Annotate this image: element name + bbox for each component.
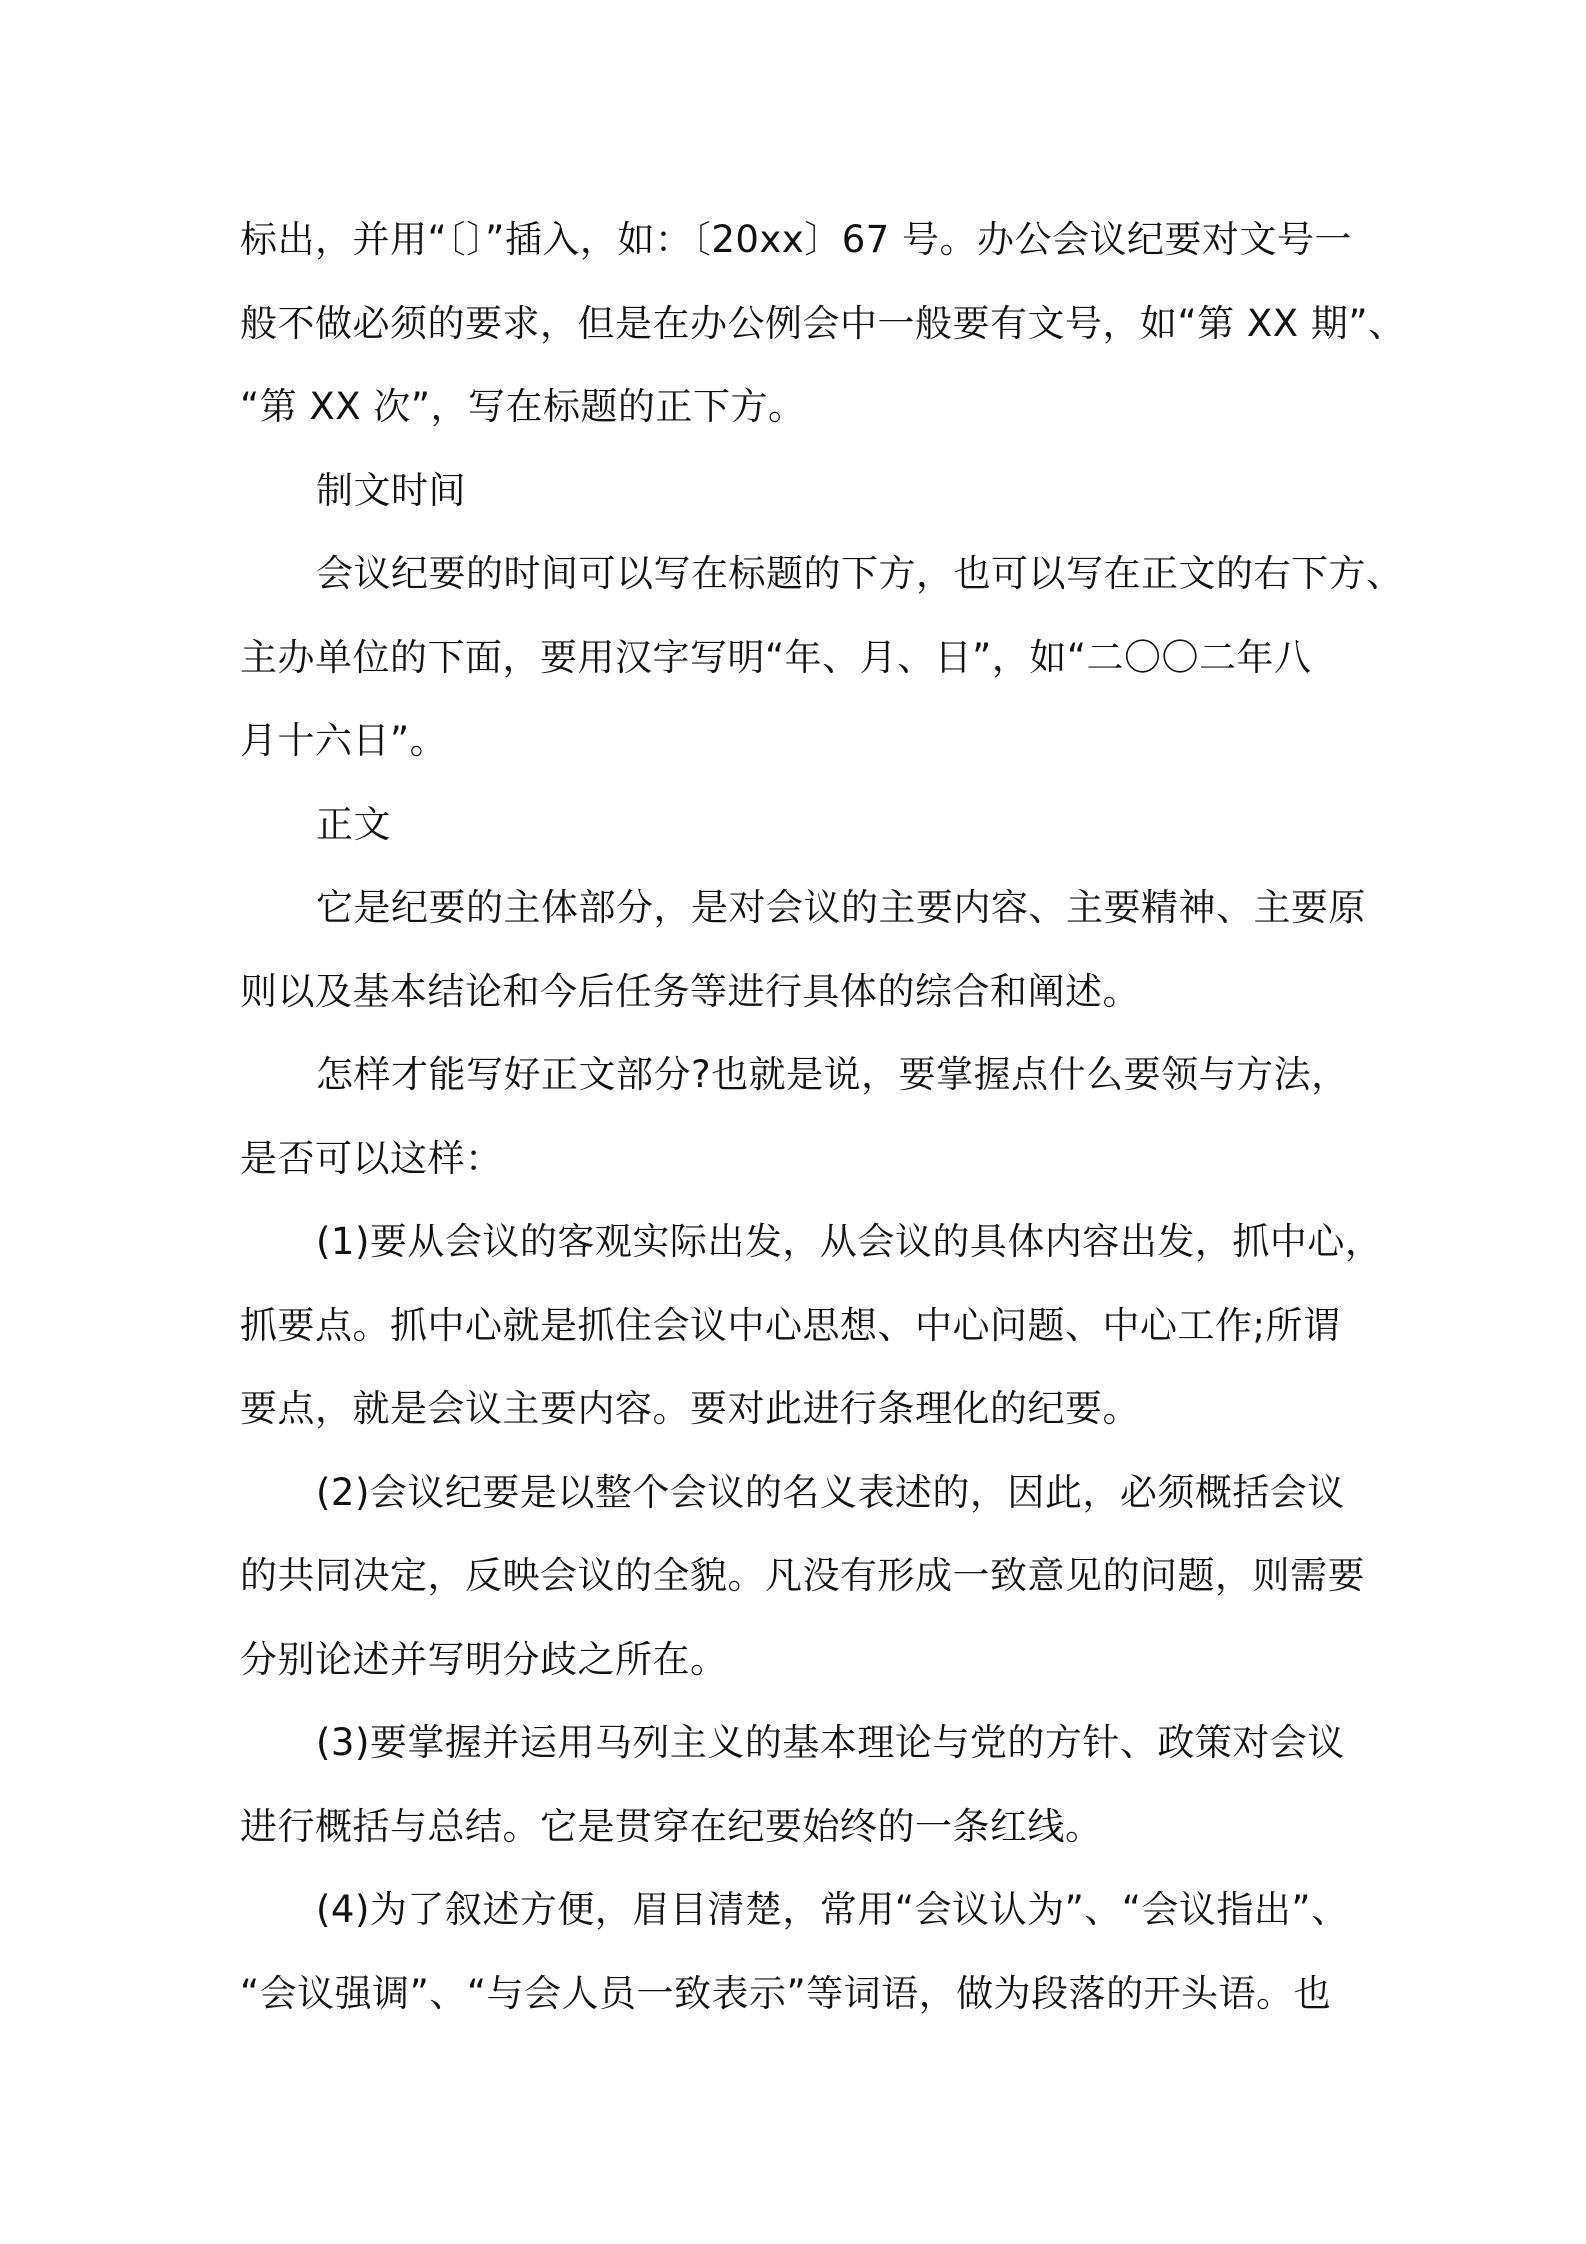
- text-line: 会议纪要的时间可以写在标题的下方，也可以写在正文的右下方、: [316, 552, 1404, 595]
- list-item-3: (3)要掌握并运用马列主义的基本理论与党的方针、政策对会议: [316, 1721, 1345, 1764]
- section-heading-time: 制文时间: [316, 468, 466, 512]
- document-body: [240, 198, 1406, 2035]
- text-line: “会议强调”、“与会人员一致表示”等词语，做为段落的开头语。也: [240, 1971, 1332, 2015]
- section-heading-body: 正文: [316, 802, 391, 846]
- text-line: “第 XX 次”，写在标题的正下方。: [240, 385, 806, 428]
- text-line: 标出，并用“〔〕”插入，如：〔20xx〕67 号。办公会议纪要对文号一: [240, 218, 1353, 261]
- text-line: 般不做必须的要求，但是在办公例会中一般要有文号，如“第 XX 期”、: [240, 301, 1406, 345]
- text-line: 抓要点。抓中心就是抓住会议中心思想、中心问题、中心工作;所谓: [240, 1303, 1341, 1347]
- text-line: 是否可以这样：: [240, 1136, 503, 1180]
- text-line: 它是纪要的主体部分，是对会议的主要内容、主要精神、主要原: [316, 886, 1366, 929]
- text-line: 进行概括与总结。它是贯穿在纪要始终的一条红线。: [240, 1804, 1103, 1848]
- list-item-2: (2)会议纪要是以整个会议的名义表述的，因此，必须概括会议: [316, 1470, 1345, 1514]
- text-line: 的共同决定，反映会议的全貌。凡没有形成一致意见的问题，则需要: [240, 1554, 1365, 1597]
- text-line: 月十六日”。: [240, 719, 448, 762]
- text-line: 主办单位的下面，要用汉字写明“年、月、日”，如“二〇〇二年八: [240, 635, 1312, 679]
- text-line: 则以及基本结论和今后任务等进行具体的综合和阐述。: [240, 969, 1140, 1013]
- text-line: 要点，就是会议主要内容。要对此进行条理化的纪要。: [240, 1387, 1140, 1430]
- text-line: 怎样才能写好正文部分?也就是说，要掌握点什么要领与方法，: [316, 1053, 1349, 1096]
- text-line: 分别论述并写明分歧之所在。: [240, 1637, 728, 1681]
- list-item-4: (4)为了叙述方便，眉目清楚，常用“会议认为”、“会议指出”、: [316, 1888, 1349, 1931]
- list-item-1: (1)要从会议的客观实际出发，从会议的具体内容出发，抓中心，: [316, 1220, 1383, 1263]
